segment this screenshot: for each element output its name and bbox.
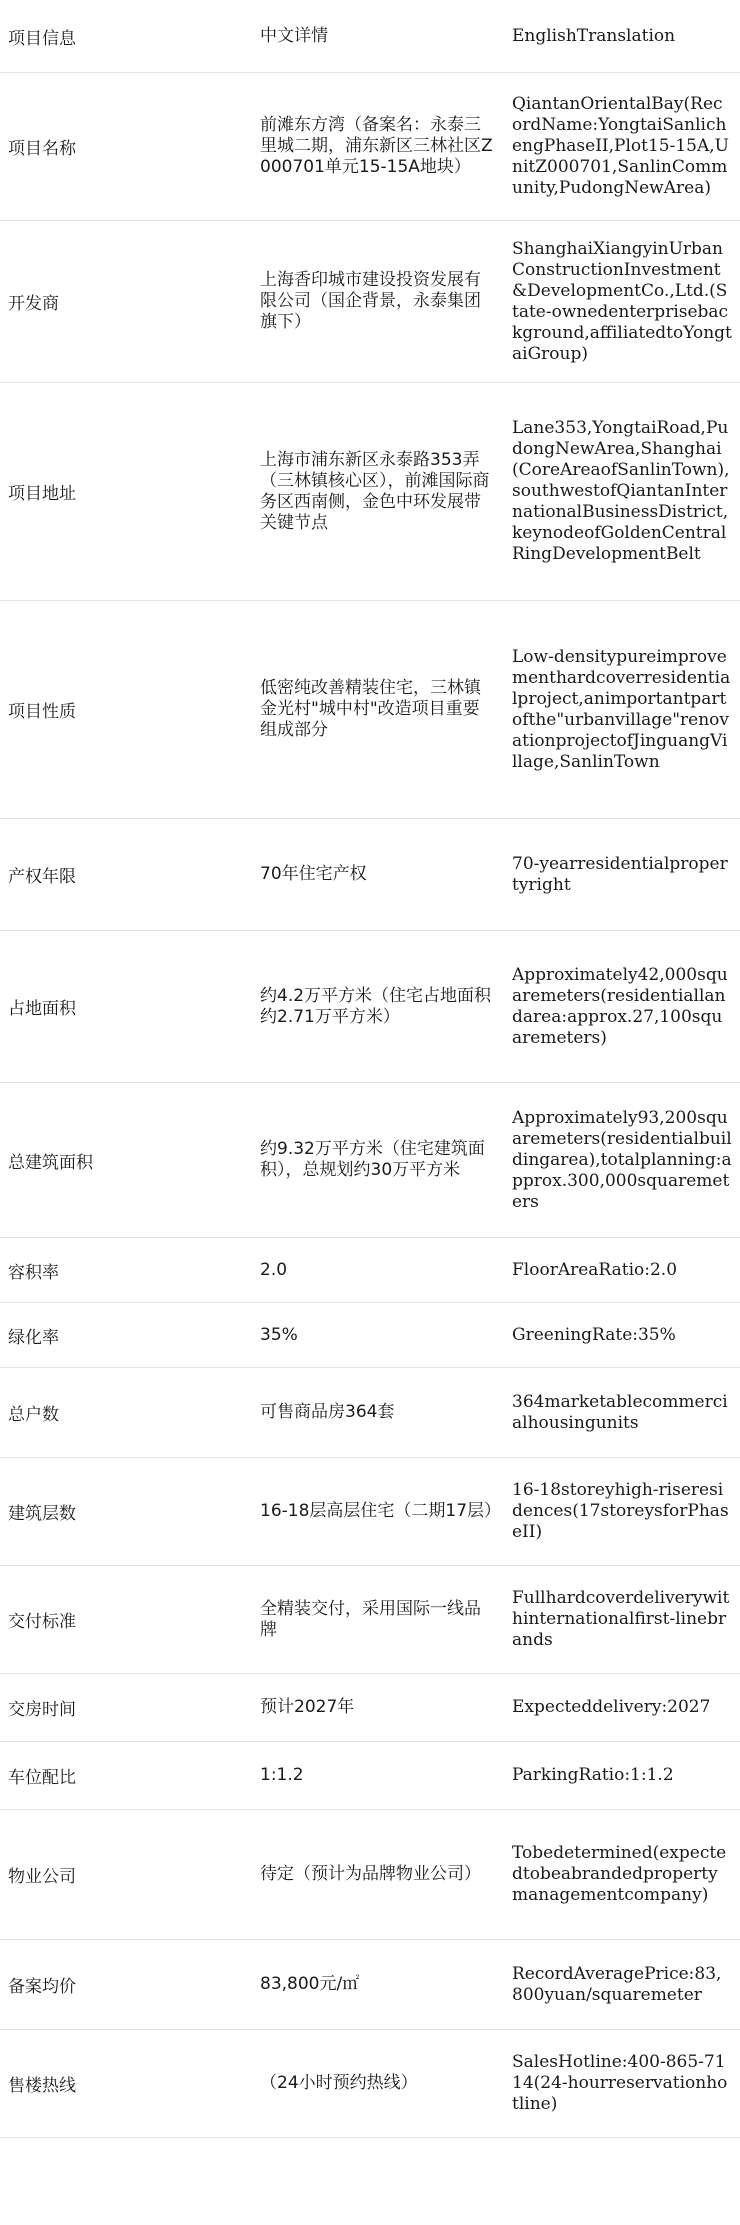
table-row-land-area: [0, 931, 740, 1083]
row-chinese-detail: 70年住宅产权: [252, 819, 504, 931]
row-chinese-detail: 16-18层高层住宅（二期17层）: [252, 1458, 504, 1566]
row-label: 开发商: [0, 221, 252, 383]
table-row-parking-ratio: [0, 1742, 740, 1810]
header-project-info: 项目信息: [0, 0, 252, 73]
row-label: 产权年限: [0, 819, 252, 931]
row-chinese-detail: 1:1.2: [252, 1742, 504, 1810]
row-english-detail: SalesHotline:400-865-7114(24-hourreservationhotline): [504, 2030, 740, 2138]
table-row-sales-hotline: [0, 2030, 740, 2138]
table-row-developer: [0, 221, 740, 383]
row-label: 总户数: [0, 1368, 252, 1458]
row-label: 备案均价: [0, 1940, 252, 2030]
row-chinese-detail: 上海市浦东新区永泰路353弄（三林镇核心区），前滩国际商务区西南侧，金色中环发展带关键节点: [252, 383, 504, 601]
row-chinese-detail: 约9.32万平方米（住宅建筑面积），总规划约30万平方米: [252, 1083, 504, 1238]
row-label: 车位配比: [0, 1742, 252, 1810]
row-english-detail: Approximately93,200squaremeters(residentialbuildingarea),totalplanning:approx.300,000squaremeters: [504, 1083, 740, 1238]
row-english-detail: Low-densitypureimprovementhardcoverresidentialproject,animportantpartofthe"urbanvillage"renovationprojectofJinguangVillage,SanlinTown: [504, 601, 740, 819]
row-english-detail: Lane353,YongtaiRoad,PudongNewArea,Shanghai(CoreAreaofSanlinTown),southwestofQiantanInternationalBusinessDistrict,keynodeofGoldenCentralRingDevelopmentBelt: [504, 383, 740, 601]
row-chinese-detail: 上海香印城市建设投资发展有限公司（国企背景，永泰集团旗下）: [252, 221, 504, 383]
table-row-floor-area-ratio: [0, 1238, 740, 1303]
row-label: 建筑层数: [0, 1458, 252, 1566]
row-chinese-detail: 可售商品房364套: [252, 1368, 504, 1458]
row-label: 物业公司: [0, 1810, 252, 1940]
row-english-detail: 16-18storeyhigh-riseresidences(17storeysforPhaseII): [504, 1458, 740, 1566]
row-chinese-detail: 低密纯改善精装住宅，三林镇金光村"城中村"改造项目重要组成部分: [252, 601, 504, 819]
row-english-detail: Expecteddelivery:2027: [504, 1674, 740, 1742]
row-english-detail: QiantanOrientalBay(RecordName:YongtaiSanlichengPhaseII,Plot15-15A,UnitZ000701,SanlinCommunity,PudongNewArea): [504, 73, 740, 221]
row-english-detail: ShanghaiXiangyinUrbanConstructionInvestment&DevelopmentCo.,Ltd.(State-ownedenterprisebackground,affiliatedtoYongtaiGroup): [504, 221, 740, 383]
row-label: 项目地址: [0, 383, 252, 601]
row-english-detail: 70-yearresidentialpropertyright: [504, 819, 740, 931]
row-label: 总建筑面积: [0, 1083, 252, 1238]
row-english-detail: RecordAveragePrice:83,800yuan/squaremeter: [504, 1940, 740, 2030]
row-label: 项目名称: [0, 73, 252, 221]
table-row-building-area: [0, 1083, 740, 1238]
row-label: 绿化率: [0, 1303, 252, 1368]
row-chinese-detail: 约4.2万平方米（住宅占地面积约2.71万平方米）: [252, 931, 504, 1083]
row-chinese-detail: 83,800元/㎡: [252, 1940, 504, 2030]
row-english-detail: GreeningRate:35%: [504, 1303, 740, 1368]
table-row-delivery-time: [0, 1674, 740, 1742]
table-row-project-nature: [0, 601, 740, 819]
table-row-greening-rate: [0, 1303, 740, 1368]
table-row-total-units: [0, 1368, 740, 1458]
table-row-project-name: [0, 73, 740, 221]
row-english-detail: ParkingRatio:1:1.2: [504, 1742, 740, 1810]
row-label: 交付标准: [0, 1566, 252, 1674]
table-row-address: [0, 383, 740, 601]
row-label: 容积率: [0, 1238, 252, 1303]
row-chinese-detail: 全精装交付，采用国际一线品牌: [252, 1566, 504, 1674]
header-english-translation: EnglishTranslation: [504, 0, 740, 73]
row-chinese-detail: （24小时预约热线）: [252, 2030, 504, 2138]
row-label: 占地面积: [0, 931, 252, 1083]
row-english-detail: Fullhardcoverdeliverywithinternationalfirst-linebrands: [504, 1566, 740, 1674]
table-row-delivery-standard: [0, 1566, 740, 1674]
row-chinese-detail: 前滩东方湾（备案名：永泰三里城二期，浦东新区三林社区Z000701单元15-15A地块）: [252, 73, 504, 221]
row-chinese-detail: 2.0: [252, 1238, 504, 1303]
row-chinese-detail: 待定（预计为品牌物业公司）: [252, 1810, 504, 1940]
row-chinese-detail: 预计2027年: [252, 1674, 504, 1742]
row-label: 售楼热线: [0, 2030, 252, 2138]
header-chinese-details: 中文详情: [252, 0, 504, 73]
row-english-detail: Tobedetermined(expectedtobeabrandedpropertymanagementcompany): [504, 1810, 740, 1940]
row-label: 项目性质: [0, 601, 252, 819]
table-row-average-price: [0, 1940, 740, 2030]
row-chinese-detail: 35%: [252, 1303, 504, 1368]
row-label: 交房时间: [0, 1674, 252, 1742]
row-english-detail: FloorAreaRatio:2.0: [504, 1238, 740, 1303]
row-english-detail: 364marketablecommercialhousingunits: [504, 1368, 740, 1458]
table-row-building-floors: [0, 1458, 740, 1566]
row-english-detail: Approximately42,000squaremeters(residentiallandarea:approx.27,100squaremeters): [504, 931, 740, 1083]
table-row-property-term: [0, 819, 740, 931]
table-header-row: [0, 0, 740, 73]
table-row-property-management: [0, 1810, 740, 1940]
